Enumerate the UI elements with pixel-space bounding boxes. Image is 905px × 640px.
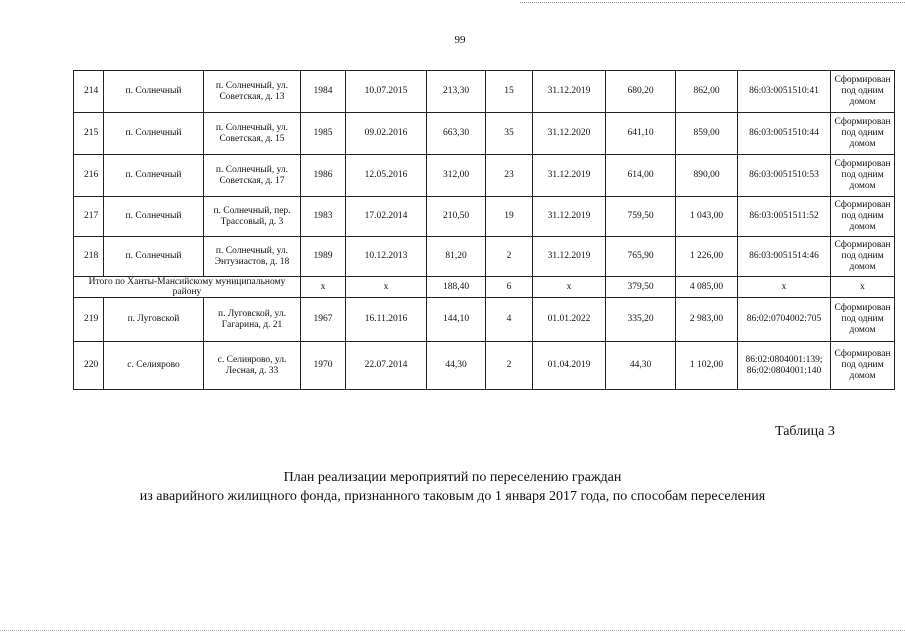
cell-area: 213,30 (427, 71, 486, 113)
cell-cadastre: 86:02:0704002:705 (738, 298, 831, 342)
cell-deadline: 31.12.2019 (533, 197, 606, 237)
scan-artifact-bottom (0, 630, 905, 634)
cell-cost: 1 102,00 (676, 342, 738, 390)
table-row (74, 237, 895, 277)
cell-settlement: п. Луговской (104, 298, 204, 342)
cell-settlement: п. Солнечный (104, 237, 204, 277)
cell-num: 217 (74, 197, 104, 237)
cell-address: с. Селиярово, ул. Лесная, д. 33 (204, 342, 301, 390)
cell-date: 09.02.2016 (346, 113, 427, 155)
table-row (74, 197, 895, 237)
section-title-line2: из аварийного жилищного фонда, признанного таковым до 1 января 2017 года, по способам переселения (139, 489, 766, 504)
cell-settlement: п. Солнечный (104, 155, 204, 197)
cell-people: 2 (486, 237, 533, 277)
cell-people: 15 (486, 71, 533, 113)
cell-cost: 862,00 (676, 71, 738, 113)
cell-area2: 680,20 (606, 71, 676, 113)
cell-deadline: 31.12.2019 (533, 71, 606, 113)
cell-cost: 1 226,00 (676, 237, 738, 277)
cell-area2: 765,90 (606, 237, 676, 277)
page-number: 99 (454, 34, 466, 46)
cell-year: 1985 (301, 113, 346, 155)
cell-settlement: с. Селиярово (104, 342, 204, 390)
cell-deadline: 01.04.2019 (533, 342, 606, 390)
cell-people: 35 (486, 113, 533, 155)
table-row (74, 298, 895, 342)
cell-date: 17.02.2014 (346, 197, 427, 237)
cell-cost: 1 043,00 (676, 197, 738, 237)
cell-settlement: п. Солнечный (104, 197, 204, 237)
cell-people: 4 (486, 298, 533, 342)
cell-area: 44,30 (427, 342, 486, 390)
cell-status: Сформирован под одним домом (831, 197, 895, 237)
cell-date: 22.07.2014 (346, 342, 427, 390)
cell-cadastre: 86:03:0051510:53 (738, 155, 831, 197)
cell-num: 216 (74, 155, 104, 197)
cell-status: Сформирован под одним домом (831, 298, 895, 342)
cell-deadline: 01.01.2022 (533, 298, 606, 342)
cell-year: 1984 (301, 71, 346, 113)
cell-num: 215 (74, 113, 104, 155)
cell-year: 1986 (301, 155, 346, 197)
cell-deadline: 31.12.2019 (533, 155, 606, 197)
cell-deadline: 31.12.2020 (533, 113, 606, 155)
cell-area: 312,00 (427, 155, 486, 197)
cell-cadastre: 86:03:0051510:41 (738, 71, 831, 113)
total-year: x (301, 277, 346, 298)
cell-num: 220 (74, 342, 104, 390)
cell-status: Сформирован под одним домом (831, 342, 895, 390)
cell-area2: 641,10 (606, 113, 676, 155)
cell-cadastre: 86:03:0051510:44 (738, 113, 831, 155)
cell-date: 16.11.2016 (346, 298, 427, 342)
total-area: 188,40 (427, 277, 486, 298)
cell-settlement: п. Солнечный (104, 113, 204, 155)
total-area2: 379,50 (606, 277, 676, 298)
cell-people: 2 (486, 342, 533, 390)
cell-address: п. Солнечный, пер. Трассовый, д. 3 (204, 197, 301, 237)
cell-year: 1967 (301, 298, 346, 342)
cell-num: 219 (74, 298, 104, 342)
cell-area2: 614,00 (606, 155, 676, 197)
cell-area: 144,10 (427, 298, 486, 342)
cell-cadastre: 86:02:0804001:139; 86:02:0804001:140 (738, 342, 831, 390)
cell-date: 12.05.2016 (346, 155, 427, 197)
cell-area: 210,50 (427, 197, 486, 237)
scan-artifact-top (520, 2, 905, 6)
total-cost: 4 085,00 (676, 277, 738, 298)
table-body-top (74, 71, 895, 277)
cell-area2: 335,20 (606, 298, 676, 342)
cell-cost: 2 983,00 (676, 298, 738, 342)
cell-address: п. Солнечный, ул. Советская, д. 13 (204, 71, 301, 113)
cell-people: 19 (486, 197, 533, 237)
cell-area2: 44,30 (606, 342, 676, 390)
cell-year: 1970 (301, 342, 346, 390)
section-title-line1: План реализации мероприятий по переселению граждан (283, 470, 622, 485)
cell-date: 10.12.2013 (346, 237, 427, 277)
cell-status: Сформирован под одним домом (831, 237, 895, 277)
cell-area2: 759,50 (606, 197, 676, 237)
cell-address: п. Солнечный, ул. Советская, д. 17 (204, 155, 301, 197)
table-row (74, 342, 895, 390)
cell-settlement: п. Солнечный (104, 71, 204, 113)
total-cadastre: x (738, 277, 831, 298)
total-row (74, 277, 895, 298)
cell-status: Сформирован под одним домом (831, 155, 895, 197)
cell-cadastre: 86:03:0051514:46 (738, 237, 831, 277)
table-row (74, 155, 895, 197)
table-body-total (74, 277, 895, 298)
cell-cost: 890,00 (676, 155, 738, 197)
cell-deadline: 31.12.2019 (533, 237, 606, 277)
table-caption: Таблица 3 (775, 424, 835, 439)
cell-people: 23 (486, 155, 533, 197)
cell-cadastre: 86:03:0051511:52 (738, 197, 831, 237)
cell-year: 1983 (301, 197, 346, 237)
cell-num: 214 (74, 71, 104, 113)
cell-status: Сформирован под одним домом (831, 113, 895, 155)
cell-address: п. Солнечный, ул. Советская, д. 15 (204, 113, 301, 155)
total-label: Итого по Ханты-Мансийскому муниципальному району (74, 277, 301, 298)
total-status: x (831, 277, 895, 298)
cell-year: 1989 (301, 237, 346, 277)
resettlement-table (73, 70, 895, 390)
cell-status: Сформирован под одним домом (831, 71, 895, 113)
table-row (74, 113, 895, 155)
table-body-bottom (74, 298, 895, 390)
cell-area: 81,20 (427, 237, 486, 277)
cell-address: п. Солнечный, ул. Энтузиастов, д. 18 (204, 237, 301, 277)
total-people: 6 (486, 277, 533, 298)
cell-date: 10.07.2015 (346, 71, 427, 113)
table-row (74, 71, 895, 113)
cell-num: 218 (74, 237, 104, 277)
total-deadline: x (533, 277, 606, 298)
cell-area: 663,30 (427, 113, 486, 155)
cell-cost: 859,00 (676, 113, 738, 155)
cell-address: п. Луговской, ул. Гагарина, д. 21 (204, 298, 301, 342)
total-date: x (346, 277, 427, 298)
